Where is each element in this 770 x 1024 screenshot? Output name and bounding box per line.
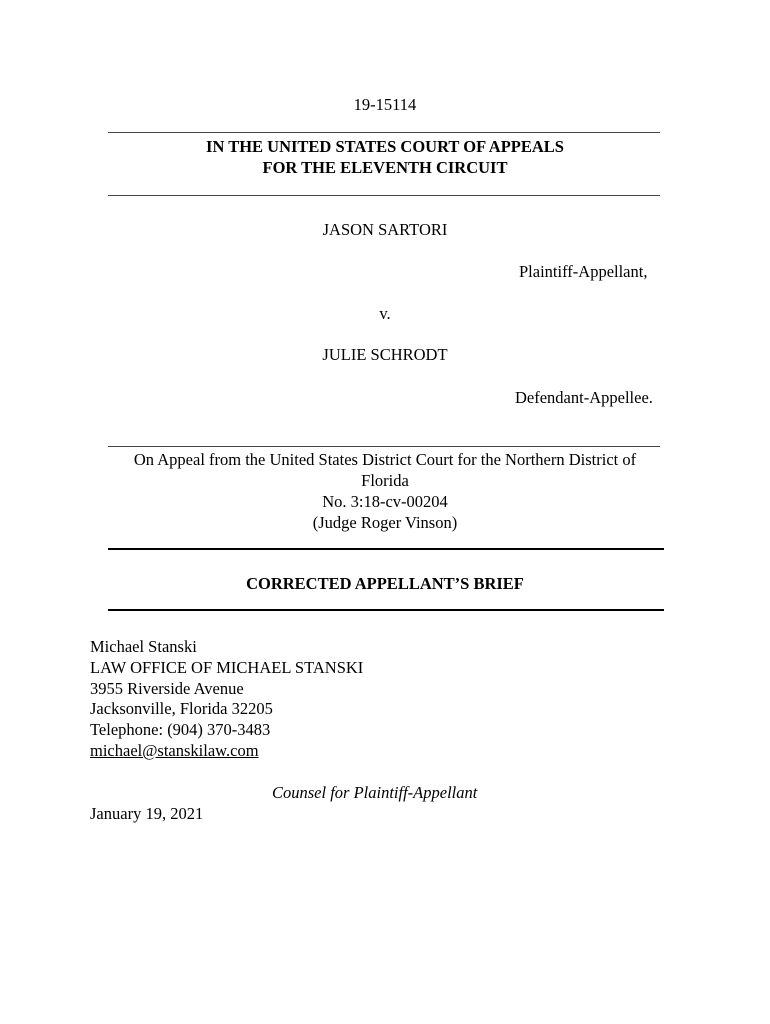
counsel-address1: 3955 Riverside Avenue bbox=[90, 678, 244, 698]
counsel-email-link[interactable]: michael@stanskilaw.com bbox=[90, 740, 259, 760]
title-top-rule bbox=[108, 548, 664, 550]
brief-title: CORRECTED APPELLANT’S BRIEF bbox=[246, 574, 524, 593]
filing-date: January 19, 2021 bbox=[90, 804, 204, 823]
versus: v. bbox=[379, 304, 391, 323]
title-bottom-rule bbox=[108, 609, 664, 611]
judge-name: (Judge Roger Vinson) bbox=[312, 513, 458, 532]
court-rule bbox=[108, 195, 660, 196]
top-rule bbox=[108, 132, 660, 133]
counsel-address2: Jacksonville, Florida 32205 bbox=[90, 699, 273, 719]
plaintiff-name: JASON SARTORI bbox=[322, 220, 448, 239]
counsel-telephone: Telephone: (904) 370-3483 bbox=[90, 720, 271, 740]
court-name-line2: FOR THE ELEVENTH CIRCUIT bbox=[262, 158, 508, 177]
docket-number: No. 3:18-cv-00204 bbox=[322, 492, 448, 511]
case-number: 19-15114 bbox=[353, 95, 417, 114]
appeal-line1: On Appeal from the United States District Court for the Northern District of bbox=[133, 450, 637, 469]
appeal-rule bbox=[108, 446, 660, 447]
court-name-line1: IN THE UNITED STATES COURT OF APPEALS bbox=[206, 137, 564, 156]
counsel-name: Michael Stanski bbox=[90, 637, 197, 656]
counsel-block bbox=[90, 637, 363, 762]
appeal-line2: Florida bbox=[361, 471, 409, 490]
counsel-firm: LAW OFFICE OF MICHAEL STANSKI bbox=[90, 657, 364, 677]
defendant-name: JULIE SCHRODT bbox=[322, 345, 448, 364]
defendant-role: Defendant-Appellee. bbox=[515, 388, 653, 407]
plaintiff-role: Plaintiff-Appellant, bbox=[519, 262, 648, 281]
counsel-role: Counsel for Plaintiff-Appellant bbox=[272, 783, 478, 802]
